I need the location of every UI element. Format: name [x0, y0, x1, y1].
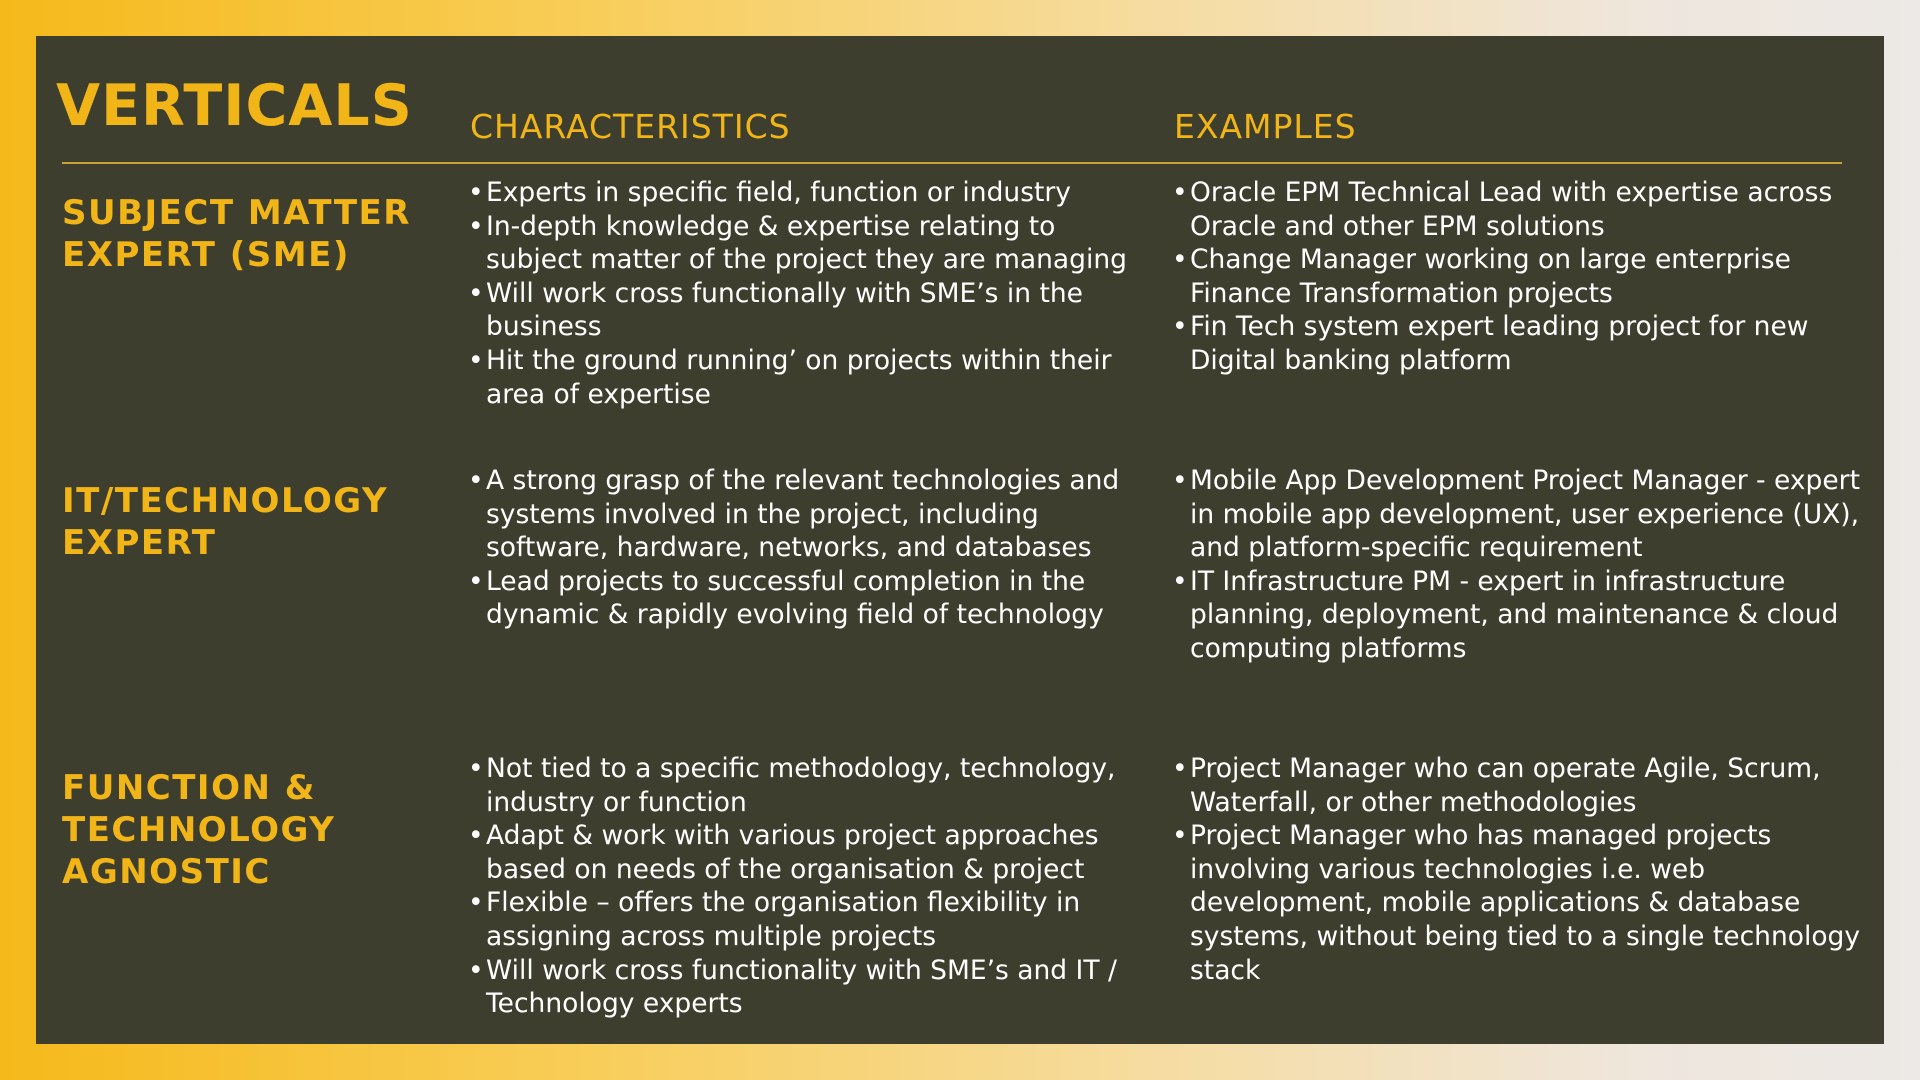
examples-list — [1172, 752, 1862, 987]
page-title: VERTICALS — [56, 73, 413, 139]
list-item: • Change Manager working on large enterprise Finance Transformation projects — [1172, 243, 1862, 310]
list-item: • Will work cross functionality with SME’s and IT / Technology experts — [468, 954, 1148, 1021]
row-label — [62, 767, 422, 893]
examples-list — [1172, 176, 1862, 378]
list-item: • Flexible – offers the organisation flexibility in assigning across multiple projects — [468, 886, 1148, 953]
row-label-line: EXPERT (SME) — [62, 235, 350, 275]
list-item: • In-depth knowledge & expertise relating to subject matter of the project they are managing — [468, 210, 1148, 277]
row-label — [62, 192, 422, 276]
list-item: • Adapt & work with various project approaches based on needs of the organisation & project — [468, 819, 1148, 886]
list-item: • Will work cross functionally with SME’s in the business — [468, 277, 1148, 344]
list-item: • Oracle EPM Technical Lead with expertise across Oracle and other EPM solutions — [1172, 176, 1862, 243]
row-label-line: SUBJECT MATTER — [62, 193, 411, 233]
row-label — [62, 480, 422, 564]
verticals-panel — [36, 36, 1884, 1044]
header-divider — [62, 162, 1842, 164]
list-item: • Not tied to a specific methodology, technology, industry or function — [468, 752, 1148, 819]
list-item: • IT Infrastructure PM - expert in infrastructure planning, deployment, and maintenance & cloud computing platforms — [1172, 565, 1862, 666]
examples-header: EXAMPLES — [1174, 107, 1357, 146]
row-label-line: IT/TECHNOLOGY — [62, 481, 389, 521]
row-label-line: EXPERT — [62, 523, 217, 563]
examples-list — [1172, 464, 1862, 666]
list-item: • Fin Tech system expert leading project for new Digital banking platform — [1172, 310, 1862, 377]
list-item: • A strong grasp of the relevant technologies and systems involved in the project, including software, hardware, networks, and databases — [468, 464, 1148, 565]
list-item: • Experts in specific field, function or industry — [468, 176, 1148, 210]
list-item: • Hit the ground running’ on projects within their area of expertise — [468, 344, 1148, 411]
list-item: • Lead projects to successful completion in the dynamic & rapidly evolving field of technology — [468, 565, 1148, 632]
row-label-line: FUNCTION & — [62, 768, 316, 808]
characteristics-list — [468, 176, 1148, 411]
list-item: • Mobile App Development Project Manager - expert in mobile app development, user experience (UX), and platform-specific requirement — [1172, 464, 1862, 565]
characteristics-header: CHARACTERISTICS — [470, 107, 791, 146]
row-label-line: TECHNOLOGY — [62, 810, 336, 850]
characteristics-list — [468, 752, 1148, 1021]
list-item: • Project Manager who can operate Agile, Scrum, Waterfall, or other methodologies — [1172, 752, 1862, 819]
row-label-line: AGNOSTIC — [62, 852, 271, 892]
characteristics-list — [468, 464, 1148, 632]
list-item: • Project Manager who has managed projects involving various technologies i.e. web development, mobile applications & database systems, without being tied to a single technology stack — [1172, 819, 1862, 987]
